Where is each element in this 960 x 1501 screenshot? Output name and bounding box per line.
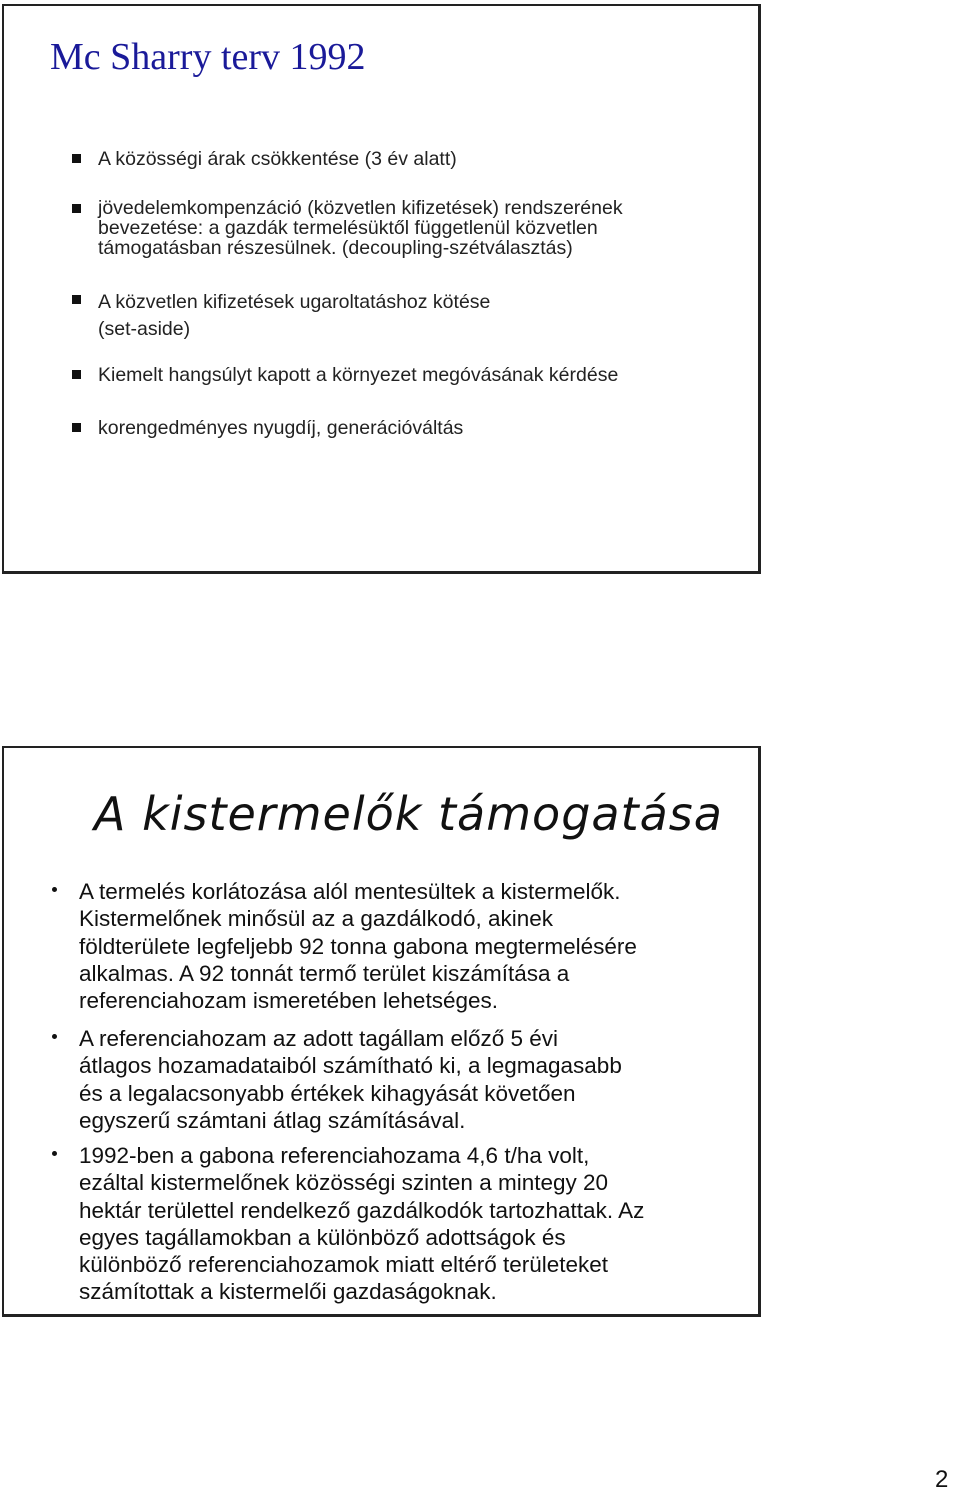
slide-2-bullet-item — [79, 878, 749, 1014]
square-bullet-icon — [72, 154, 81, 163]
round-bullet-icon — [52, 887, 57, 892]
slide-1-bullet-item — [98, 198, 738, 258]
slide-1-bullet-item — [98, 417, 738, 439]
bullet-text: 1992-ben a gabona referenciahozama 4,6 t/ha volt, ezáltal kistermelőnek közösségi szinten a mintegy 20 hektár területtel rendelkező gazdálkodók tartozhattak. Az egyes tagállamokban a különböző adottságok és különböző referenciahozamok miatt eltérő területeket számítottak a kistermelői gazdaságoknak. — [79, 1143, 645, 1305]
square-bullet-icon — [72, 204, 81, 213]
bullet-text: A referenciahozam az adott tagállam előző 5 évi átlagos hozamadataiból számítható ki, a legmagasabb és a legalacsonyabb értékek kihagyását követően egyszerű számtani átlag számításával. — [79, 1026, 622, 1133]
bullet-text: A közvetlen kifizetések ugaroltatáshoz kötése (set-aside) — [98, 291, 491, 340]
slide-1-title: Mc Sharry terv 1992 — [50, 36, 366, 78]
round-bullet-icon — [52, 1151, 57, 1156]
bullet-text: Kiemelt hangsúlyt kapott a környezet megóvásának kérdése — [98, 364, 619, 386]
slide-1 — [2, 4, 761, 574]
bullet-text: A közösségi árak csökkentése (3 év alatt) — [98, 148, 457, 170]
bullet-text: A termelés korlátozása alól mentesültek a kistermelők. Kistermelőnek minősül az a gazdálkodó, akinek földterülete legfeljebb 92 tonna gabona megtermelésére alkalmas. A 92 tonnát termő terület kiszámítása a referenciahozam ismeretében lehetséges. — [79, 879, 637, 1014]
page-number: 2 — [935, 1466, 949, 1493]
slide-2 — [2, 746, 761, 1317]
slide-2-title: A kistermelők támogatása — [94, 787, 723, 841]
square-bullet-icon — [72, 370, 81, 379]
slide-2-bullet-item — [79, 1025, 749, 1134]
bullet-text: jövedelemkompenzáció (közvetlen kifizetések) rendszerének bevezetése: a gazdák termelésüktől függetlenül közvetlen támogatásban részesülnek. (decoupling-szétválasztás) — [98, 197, 623, 259]
slide-1-bullet-item — [98, 289, 738, 343]
round-bullet-icon — [52, 1034, 57, 1039]
bullet-text: korengedményes nyugdíj, generációváltás — [98, 417, 464, 439]
square-bullet-icon — [72, 295, 81, 304]
slide-2-bullet-item — [79, 1142, 749, 1306]
slide-1-bullet-item — [98, 364, 738, 386]
square-bullet-icon — [72, 423, 81, 432]
slide-1-bullet-item — [98, 148, 738, 170]
